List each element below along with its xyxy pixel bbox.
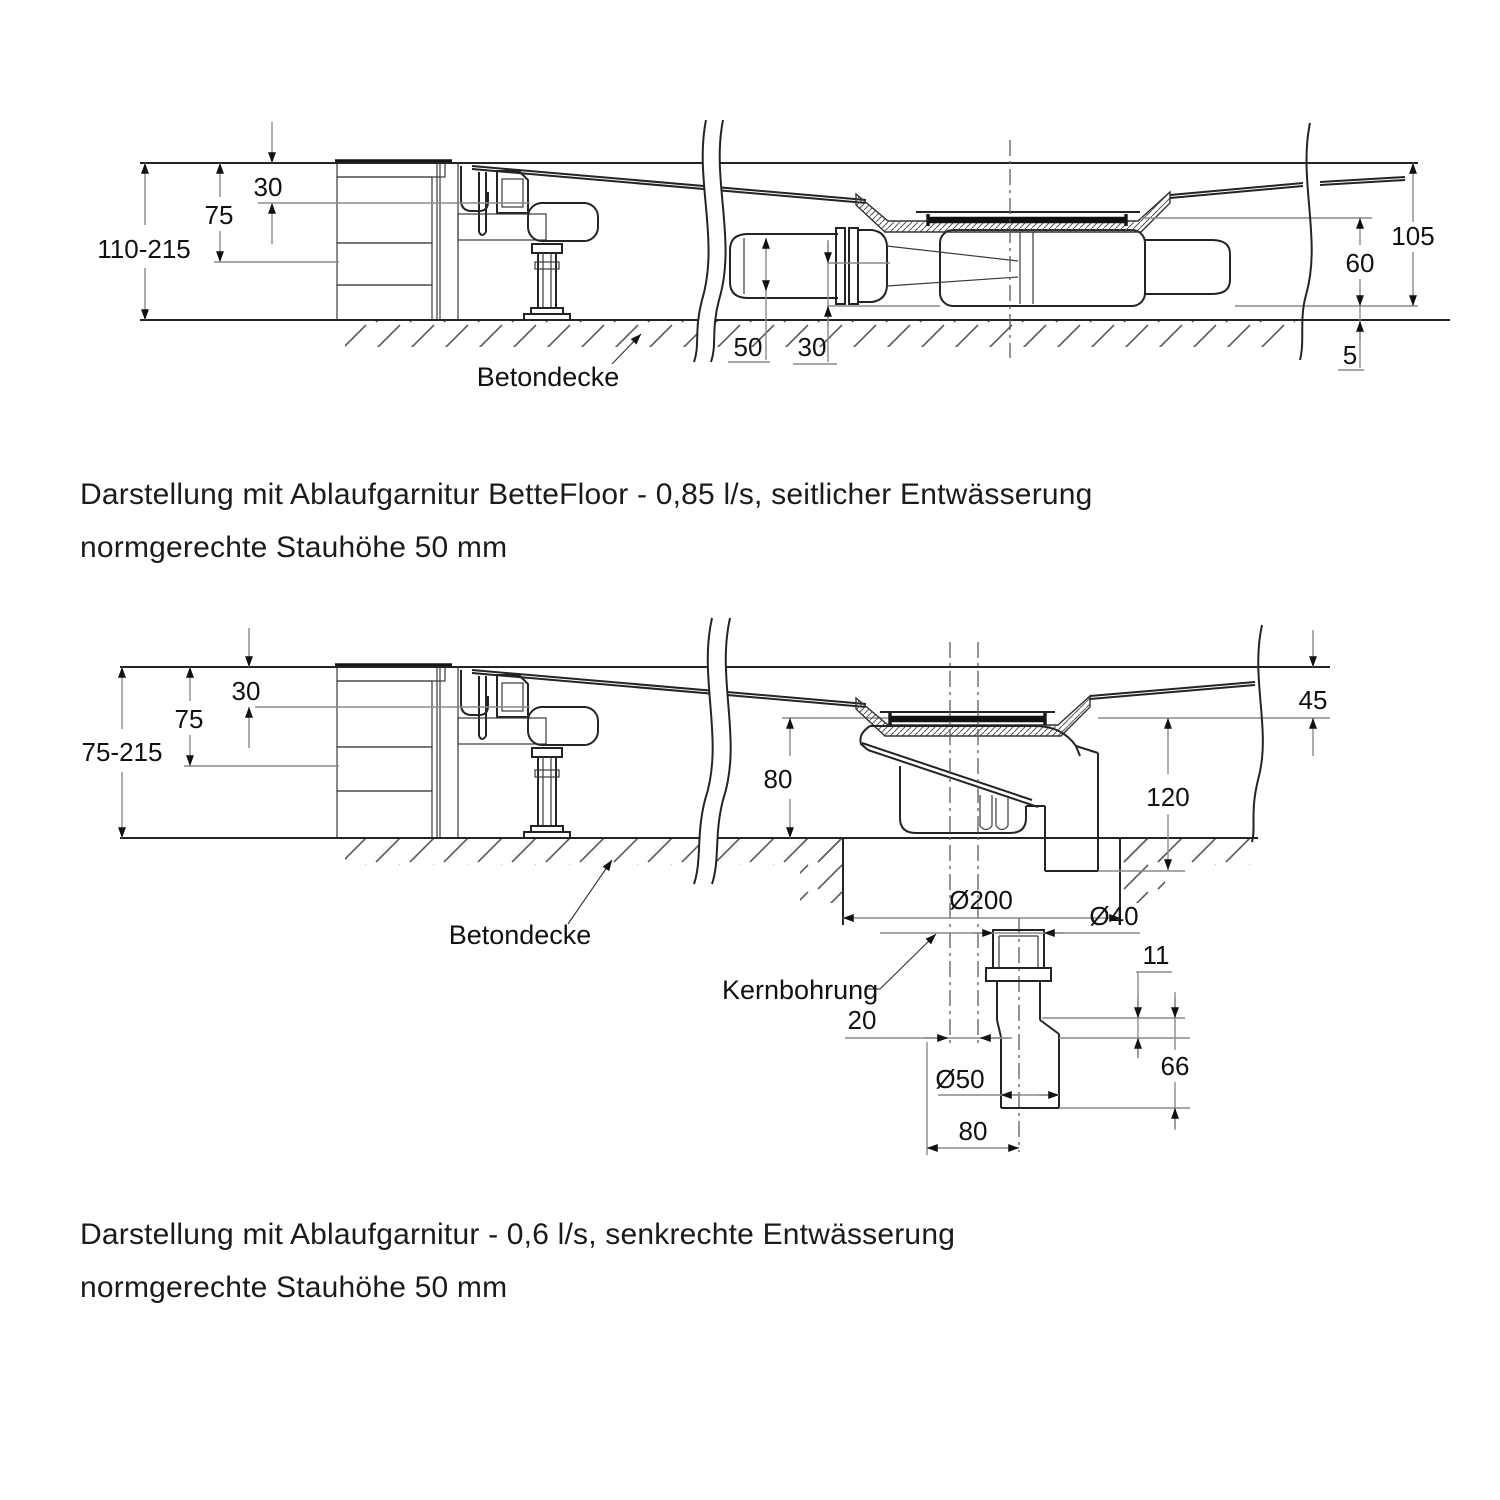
dim-rim-height: 45 (1298, 685, 1328, 715)
caption-diagram2-line1: Darstellung mit Ablaufgarnitur - 0,6 l/s, senkrechte Entwässerung (80, 1218, 956, 1251)
dim-screed: 75 (174, 704, 204, 734)
dim-outlet-drop: 30 (797, 332, 827, 362)
tray-dip-and-cover (856, 177, 1405, 232)
caption-diagram2-line2: normgerechte Stauhöhe 50 mm (80, 1271, 508, 1304)
dim-tile-layer: 30 (253, 172, 283, 202)
floor-label: Betondecke (476, 362, 620, 392)
dim-center-offset: 20 (847, 1005, 877, 1035)
floor-buildup-layers (335, 665, 458, 838)
dim-total-buildup: 110-215 (97, 234, 191, 264)
dim-adapter-height: 66 (1160, 1051, 1190, 1081)
core-hole-label: Kernbohrung (722, 975, 879, 1005)
dim-adapter-offset: 11 (1142, 940, 1170, 970)
horizontal-outlet-pipe (730, 228, 1018, 304)
caption-diagram1 (80, 468, 1093, 574)
dim-tray-height: 105 (1391, 221, 1435, 251)
dim-tile-layer: 30 (231, 676, 261, 706)
tray-edge-and-support-foot (458, 166, 866, 320)
dim-pipe-diameter: 50 (733, 332, 763, 362)
floor-buildup-layers (335, 161, 458, 320)
concrete-floor-hatch (345, 839, 843, 865)
core-hole-edge-hatch (800, 839, 843, 903)
dim-core-diameter: Ø200 (949, 885, 1013, 915)
diagram-vertical-drainage-section (82, 618, 1330, 1155)
dim-drain-height: 80 (763, 764, 793, 794)
drain-body-vertical-outlet (860, 726, 1098, 871)
drain-body-side-outlet (940, 230, 1230, 306)
caption-diagram1-line1: Darstellung mit Ablaufgarnitur BetteFloor - 0,85 l/s, seitlicher Entwässerung (80, 478, 1093, 511)
tray-edge-and-support-foot (458, 670, 866, 838)
dim-adapter-outlet-diameter: Ø50 (935, 1064, 985, 1094)
dim-outlet-offset: 80 (958, 1116, 988, 1146)
dim-adapter-inlet-diameter: Ø40 (1089, 901, 1139, 931)
floor-label: Betondecke (448, 920, 592, 950)
offset-adapter-fitting (986, 930, 1059, 1108)
dim-core-depth: 120 (1146, 782, 1190, 812)
dim-outlet-height: 60 (1345, 248, 1375, 278)
dim-total-buildup: 75-215 (81, 737, 163, 767)
caption-diagram2 (80, 1208, 955, 1314)
caption-diagram1-line2: normgerechte Stauhöhe 50 mm (80, 531, 508, 564)
dim-clearance: 5 (1342, 340, 1358, 370)
diagram-side-drainage-section (97, 120, 1450, 392)
tray-dip-and-cover (856, 682, 1255, 736)
dim-screed: 75 (204, 200, 234, 230)
